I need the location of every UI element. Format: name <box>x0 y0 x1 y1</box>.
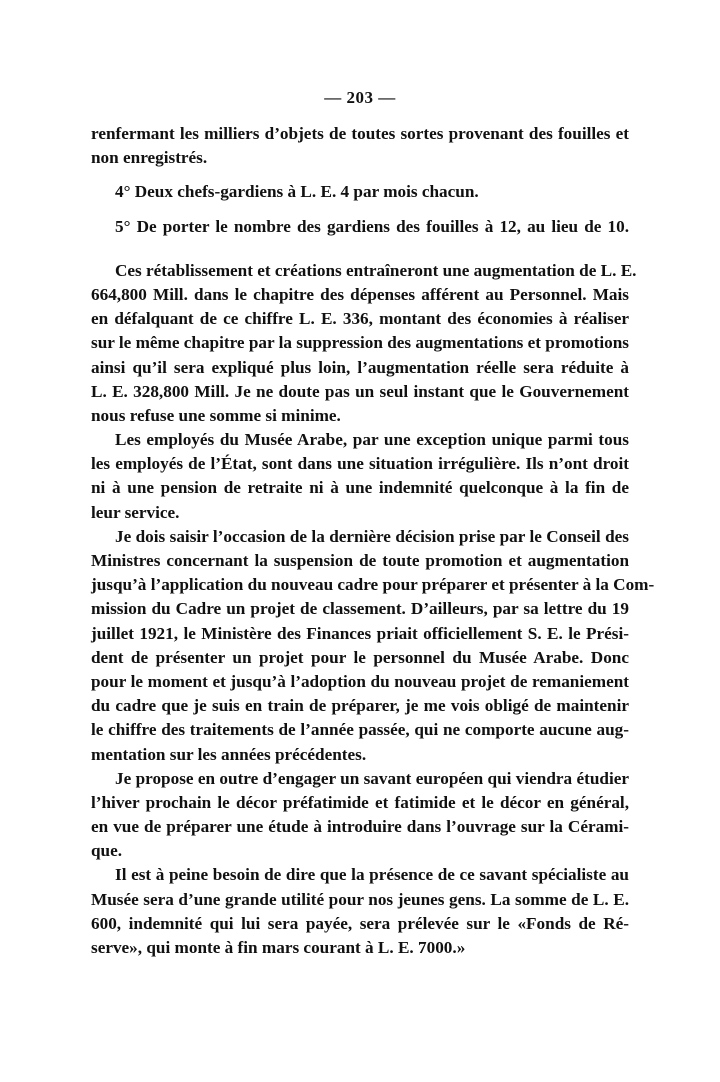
text-line: Les employés du Musée Arabe, par une exception unique parmi tous <box>115 430 629 450</box>
text-line: renfermant les milliers d’objets de toutes sortes provenant des fouilles et <box>91 124 629 143</box>
text-line: Ces rétablissement et créations entraîneront une augmentation de L. E. <box>115 260 637 280</box>
page-number: — 203 — <box>324 88 396 107</box>
text-line: L. E. 328,800 Mill. Je ne doute pas un seul instant que le Gouvernement <box>91 381 629 401</box>
text-line: que. <box>91 841 123 861</box>
text-line: l’hiver prochain le décor préfatimide et fatimide et le décor en général, <box>91 792 629 812</box>
text-line: non enregistrés. <box>91 148 208 168</box>
text-line: jusqu’à l’application du nouveau cadre pour préparer et présenter à la Com- <box>91 575 655 595</box>
text-line: pour le moment et jusqu’à l’adoption du nouveau projet de remaniement <box>91 671 629 691</box>
paragraph-savant <box>91 767 629 864</box>
text-line: du cadre que je suis en train de préparer, je me vois obligé de maintenir <box>91 696 629 716</box>
list-item-5: 5° De porter le nombre des gardiens des fouilles à 12, au lieu de 10. <box>115 216 629 236</box>
text-line: serve», qui monte à fin mars courant à L. E. 7000.» <box>91 938 466 957</box>
text-line: leur service. <box>91 502 180 522</box>
text-line: dent de présenter un projet pour le personnel du Musée Arabe. Donc <box>91 647 629 667</box>
paragraph-conseil <box>91 525 655 767</box>
text-line: Je dois saisir l’occasion de la dernière décision prise par le Conseil des <box>115 526 629 546</box>
list-item-4: 4° Deux chefs-gardiens à L. E. 4 par mois chacun. <box>115 182 479 202</box>
text-line: 600, indemnité qui lui sera payée, sera prélevée sur le «Fonds de Ré- <box>91 913 629 933</box>
text-line: 664,800 Mill. dans le chapitre des dépenses afférent au Personnel. Mais <box>91 284 629 304</box>
text-line: Je propose en outre d’engager un savant européen qui viendra étudier <box>115 768 629 788</box>
text-line: mission du Cadre un projet de classement. D’ailleurs, par sa lettre du 19 <box>91 599 629 619</box>
text-line: Musée sera d’une grande utilité pour nos jeunes gens. La somme de L. E. <box>91 889 629 909</box>
text-line: mentation sur les années précédentes. <box>91 744 367 764</box>
text-line: en vue de préparer une étude à introduire dans l’ouvrage sur la Cérami- <box>91 817 629 837</box>
text-line: nous refuse une somme si minime. <box>91 405 341 425</box>
text-line: ni à une pension de retraite ni à une indemnité quelconque à la fin de <box>91 478 629 498</box>
paragraph-continuation <box>91 122 629 170</box>
text-line: les employés de l’État, sont dans une situation irrégulière. Ils n’ont droit <box>91 454 629 474</box>
body-text <box>91 122 655 960</box>
paragraph-augmentation <box>91 259 637 428</box>
paragraph-fonds <box>91 863 629 960</box>
text-line: le chiffre des traitements de l’année passée, qui ne comporte aucune aug- <box>91 720 629 740</box>
text-line: juillet 1921, le Ministère des Finances priait officiellement S. E. le Prési- <box>91 623 629 643</box>
text-line: ainsi qu’il sera expliqué plus loin, l’augmentation réelle sera réduite à <box>91 357 629 377</box>
text-line: sur le même chapitre par la suppression des augmentations et promotions <box>91 333 629 353</box>
text-line: Il est à peine besoin de dire que la présence de ce savant spécialiste au <box>115 865 629 885</box>
paragraph-employes <box>91 428 629 525</box>
text-line: en défalquant de ce chiffre L. E. 336, montant des économies à réaliser <box>91 309 629 329</box>
text-line: Ministres concernant la suspension de toute promotion et augmentation <box>91 551 629 570</box>
